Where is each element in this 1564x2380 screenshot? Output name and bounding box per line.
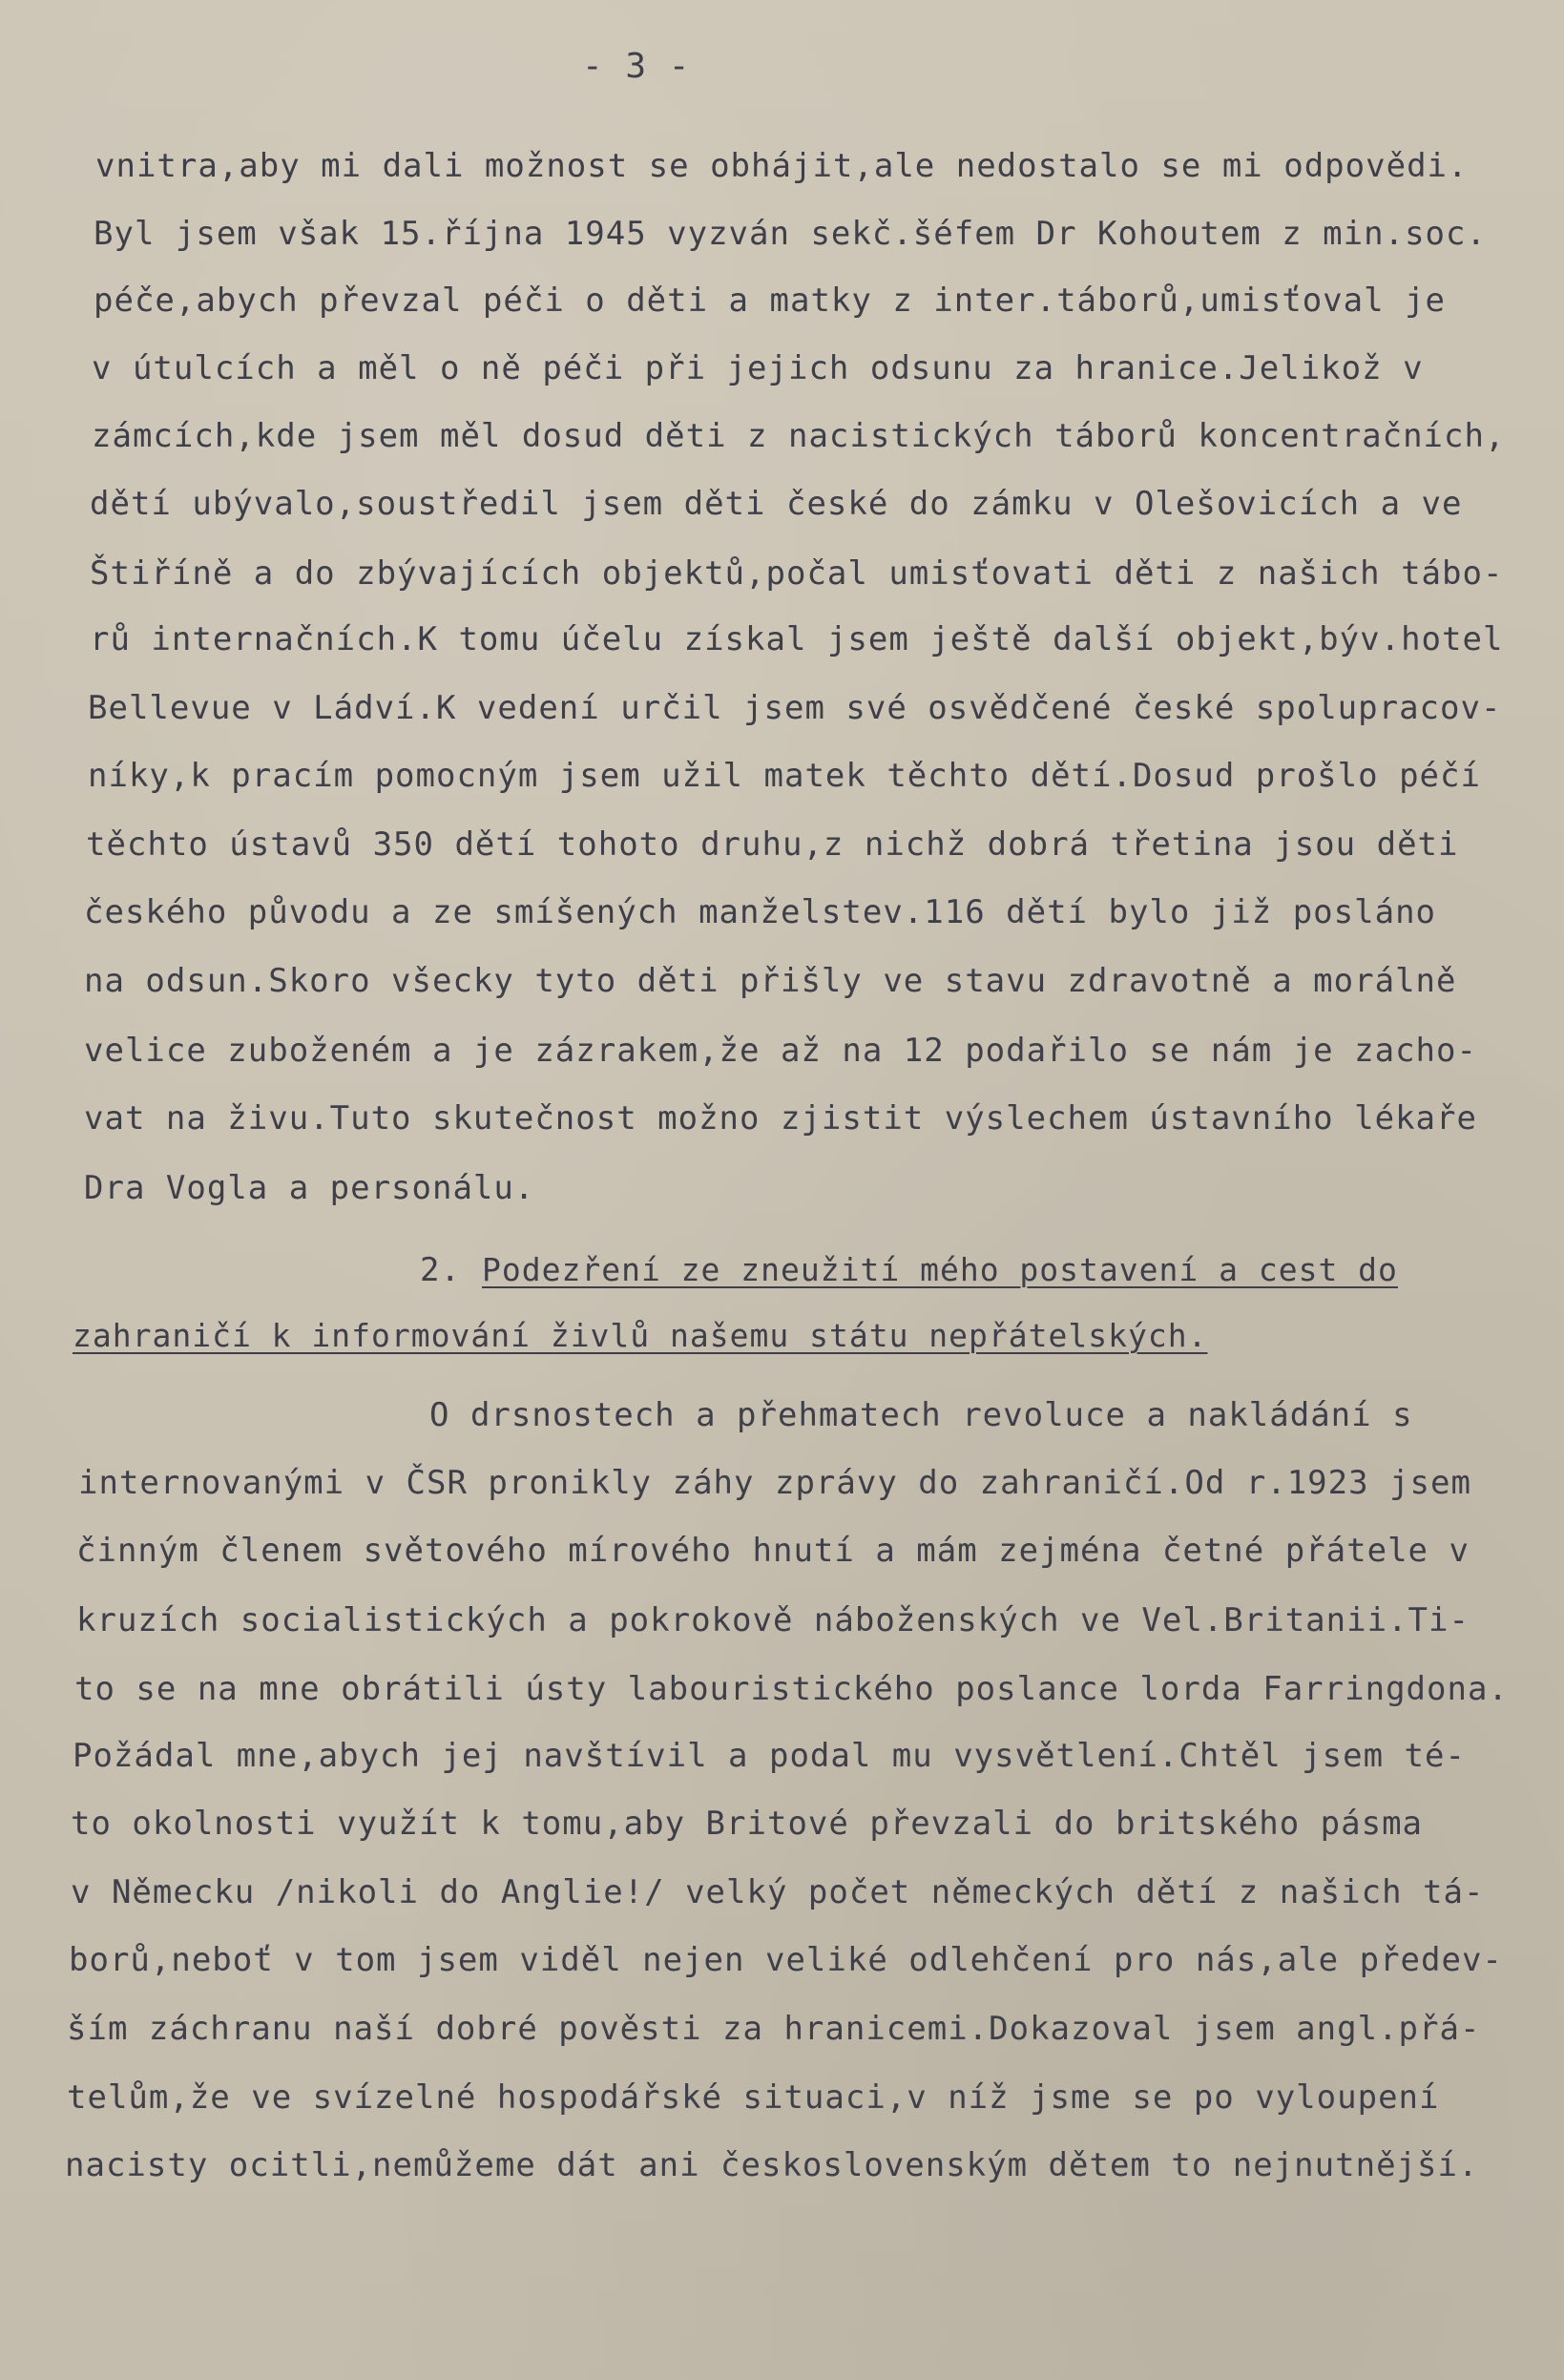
text-line: níky,k pracím pomocným jsem užil matek těchto dětí.Dosud prošlo péčí — [88, 757, 1481, 795]
text-line: telům,že ve svízelné hospodářské situaci,v níž jsme se po vyloupení — [67, 2078, 1440, 2117]
text-line: vnitra,aby mi dali možnost se obhájit,ale nedostalo se mi odpovědi. — [95, 147, 1469, 185]
text-line: v útulcích a měl o ně péči při jejich odsunu za hranice.Jelikož v — [92, 349, 1424, 387]
text-line: Požádal mne,abych jej navštívil a podal mu vysvětlení.Chtěl jsem té- — [73, 1737, 1466, 1775]
text-line: zámcích,kde jsem měl dosud děti z nacistických táborů koncentračních, — [92, 417, 1506, 455]
text-line: to okolnosti využít k tomu,aby Britové převzali do britského pásma — [71, 1805, 1424, 1843]
text-line: českého původu a ze smíšených manželstev.116 dětí bylo již posláno — [84, 893, 1437, 931]
text-line: internovanými v ČSR pronikly záhy zprávy do zahraničí.Od r.1923 jsem — [78, 1464, 1471, 1502]
text-line: na odsun.Skoro všecky tyto děti přišly ve stavu zdravotně a morálně — [84, 962, 1457, 1000]
text-line: Bellevue v Ládví.K vedení určil jsem své osvědčené české spolupracov- — [88, 689, 1502, 727]
text-line: Štiříně a do zbývajících objektů,počal umisťovati děti z našich tábo- — [90, 554, 1504, 593]
text-line: péče,abych převzal péči o děti a matky z inter.táborů,umisťoval je — [94, 282, 1447, 320]
text-line: v Německu /nikoli do Anglie!/ velký počet německých dětí z našich tá- — [71, 1873, 1485, 1911]
heading-line-1: Podezření ze zneužití mého postavení a cest do — [482, 1251, 1398, 1288]
text-line: Byl jsem však 15.října 1945 vyzván sekč.šéfem Dr Kohoutem z min.soc. — [94, 215, 1487, 253]
text-line: ším záchranu naší dobré pověsti za hranicemi.Dokazoval jsem angl.přá- — [67, 2010, 1481, 2048]
text-line: rů internačních.K tomu účelu získal jsem ještě další objekt,býv.hotel — [90, 620, 1504, 658]
text-line: těchto ústavů 350 dětí tohoto druhu,z nichž dobrá třetina jsou děti — [86, 825, 1459, 864]
text-line: velice zuboženém a je zázrakem,že až na 12 podařilo se nám je zacho- — [84, 1032, 1477, 1070]
text-line: borů,neboť v tom jsem viděl nejen veliké odlehčení pro nás,ale předev- — [69, 1941, 1503, 1979]
heading-number: 2. — [420, 1251, 461, 1289]
text-line: O drsnostech a přehmatech revoluce a nakládání s — [429, 1396, 1413, 1434]
text-line: vat na živu.Tuto skutečnost možno zjistit výslechem ústavního lékaře — [84, 1099, 1477, 1138]
page-number: - 3 - — [582, 47, 691, 86]
text-line: činným členem světového mírového hnutí a mám zejména četné přátele v — [76, 1532, 1470, 1570]
text-line: Dra Vogla a personálu. — [84, 1169, 535, 1207]
text-line: kruzích socialistických a pokrokově náboženských ve Vel.Britanii.Ti- — [76, 1601, 1470, 1639]
heading-line-2: zahraničí k informování živlů našemu státu nepřátelských. — [73, 1317, 1208, 1354]
text-line: dětí ubývalo,soustředil jsem děti české do zámku v Olešovicích a ve — [90, 485, 1463, 523]
text-line: nacisty ocitli,nemůžeme dát ani československým dětem to nejnutnější. — [65, 2146, 1479, 2184]
text-line: to se na mne obrátili ústy labouristického poslance lorda Farringdona. — [74, 1670, 1509, 1708]
